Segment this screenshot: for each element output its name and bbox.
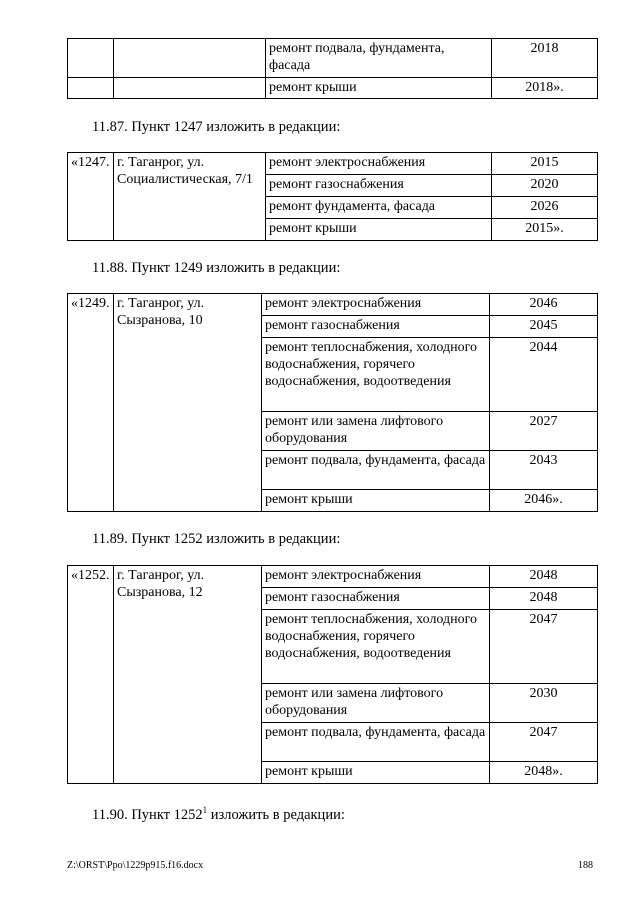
- address-cell: г. Таганрог, ул. Сызранова, 12: [114, 566, 262, 784]
- work-cell: ремонт теплоснабжения, холодного водоснабжения, горячего водоснабжения, водоотведения: [262, 610, 490, 684]
- table-row: [68, 39, 598, 78]
- address-cell: г. Таганрог, ул. Социалистическая, 7/1: [114, 153, 266, 241]
- year-cell: 2047: [490, 610, 598, 684]
- address-cell: г. Таганрог, ул. Сызранова, 10: [114, 294, 262, 512]
- year-cell: 2043: [490, 451, 598, 490]
- table-continuation: [67, 38, 598, 99]
- year-cell: 2015».: [492, 219, 598, 241]
- year-cell: 2046: [490, 294, 598, 316]
- work-cell: ремонт подвала, фундамента, фасада: [262, 451, 490, 490]
- superscript: 1: [202, 805, 208, 815]
- number-cell: «1249.: [68, 294, 114, 512]
- table-row: [68, 294, 598, 316]
- year-cell: 2048: [490, 566, 598, 588]
- work-cell: ремонт электроснабжения: [266, 153, 492, 175]
- table-1249: [67, 293, 598, 512]
- year-cell: 2020: [492, 175, 598, 197]
- year-cell: 2047: [490, 723, 598, 762]
- work-cell: ремонт фундамента, фасада: [266, 197, 492, 219]
- table-1252: [67, 565, 598, 784]
- paragraph-text: изложить в редакции:: [207, 806, 345, 823]
- year-cell: 2015: [492, 153, 598, 175]
- footer-page-number: 188: [578, 860, 593, 871]
- year-cell: 2044: [490, 338, 598, 412]
- table-row: [68, 153, 598, 175]
- year-cell: 2048».: [490, 762, 598, 784]
- table-1247: [67, 152, 598, 241]
- number-cell: [68, 39, 114, 78]
- year-cell: 2030: [490, 684, 598, 723]
- number-cell: «1247.: [68, 153, 114, 241]
- paragraph-11-90: [92, 802, 345, 824]
- work-cell: ремонт теплоснабжения, холодного водоснабжения, горячего водоснабжения, водоотведения: [262, 338, 490, 412]
- number-cell: «1252.: [68, 566, 114, 784]
- work-cell: ремонт крыши: [266, 78, 492, 99]
- paragraph-11-87: 11.87. Пункт 1247 изложить в редакции:: [92, 119, 341, 135]
- year-cell: 2026: [492, 197, 598, 219]
- year-cell: 2027: [490, 412, 598, 451]
- table-row: [68, 566, 598, 588]
- work-cell: ремонт подвала, фундамента, фасада: [262, 723, 490, 762]
- year-cell: 2018».: [492, 78, 598, 99]
- work-cell: ремонт или замена лифтового оборудования: [262, 412, 490, 451]
- work-cell: ремонт крыши: [262, 762, 490, 784]
- year-cell: 2045: [490, 316, 598, 338]
- number-cell: [68, 78, 114, 99]
- paragraph-11-89: 11.89. Пункт 1252 изложить в редакции:: [92, 531, 341, 547]
- work-cell: ремонт электроснабжения: [262, 566, 490, 588]
- year-cell: 2048: [490, 588, 598, 610]
- paragraph-text: 11.90. Пункт 1252: [92, 806, 203, 823]
- year-cell: 2018: [492, 39, 598, 78]
- address-cell: [114, 39, 266, 78]
- footer-file-path: Z:\ORST\Ppo\1229p915.f16.docx: [67, 860, 204, 871]
- address-cell: [114, 78, 266, 99]
- work-cell: ремонт крыши: [262, 490, 490, 512]
- work-cell: ремонт электроснабжения: [262, 294, 490, 316]
- work-cell: ремонт газоснабжения: [262, 316, 490, 338]
- work-cell: ремонт газоснабжения: [262, 588, 490, 610]
- paragraph-11-88: 11.88. Пункт 1249 изложить в редакции:: [92, 260, 341, 276]
- year-cell: 2046».: [490, 490, 598, 512]
- work-cell: ремонт подвала, фундамента, фасада: [266, 39, 492, 78]
- work-cell: ремонт газоснабжения: [266, 175, 492, 197]
- work-cell: ремонт крыши: [266, 219, 492, 241]
- table-row: [68, 78, 598, 99]
- work-cell: ремонт или замена лифтового оборудования: [262, 684, 490, 723]
